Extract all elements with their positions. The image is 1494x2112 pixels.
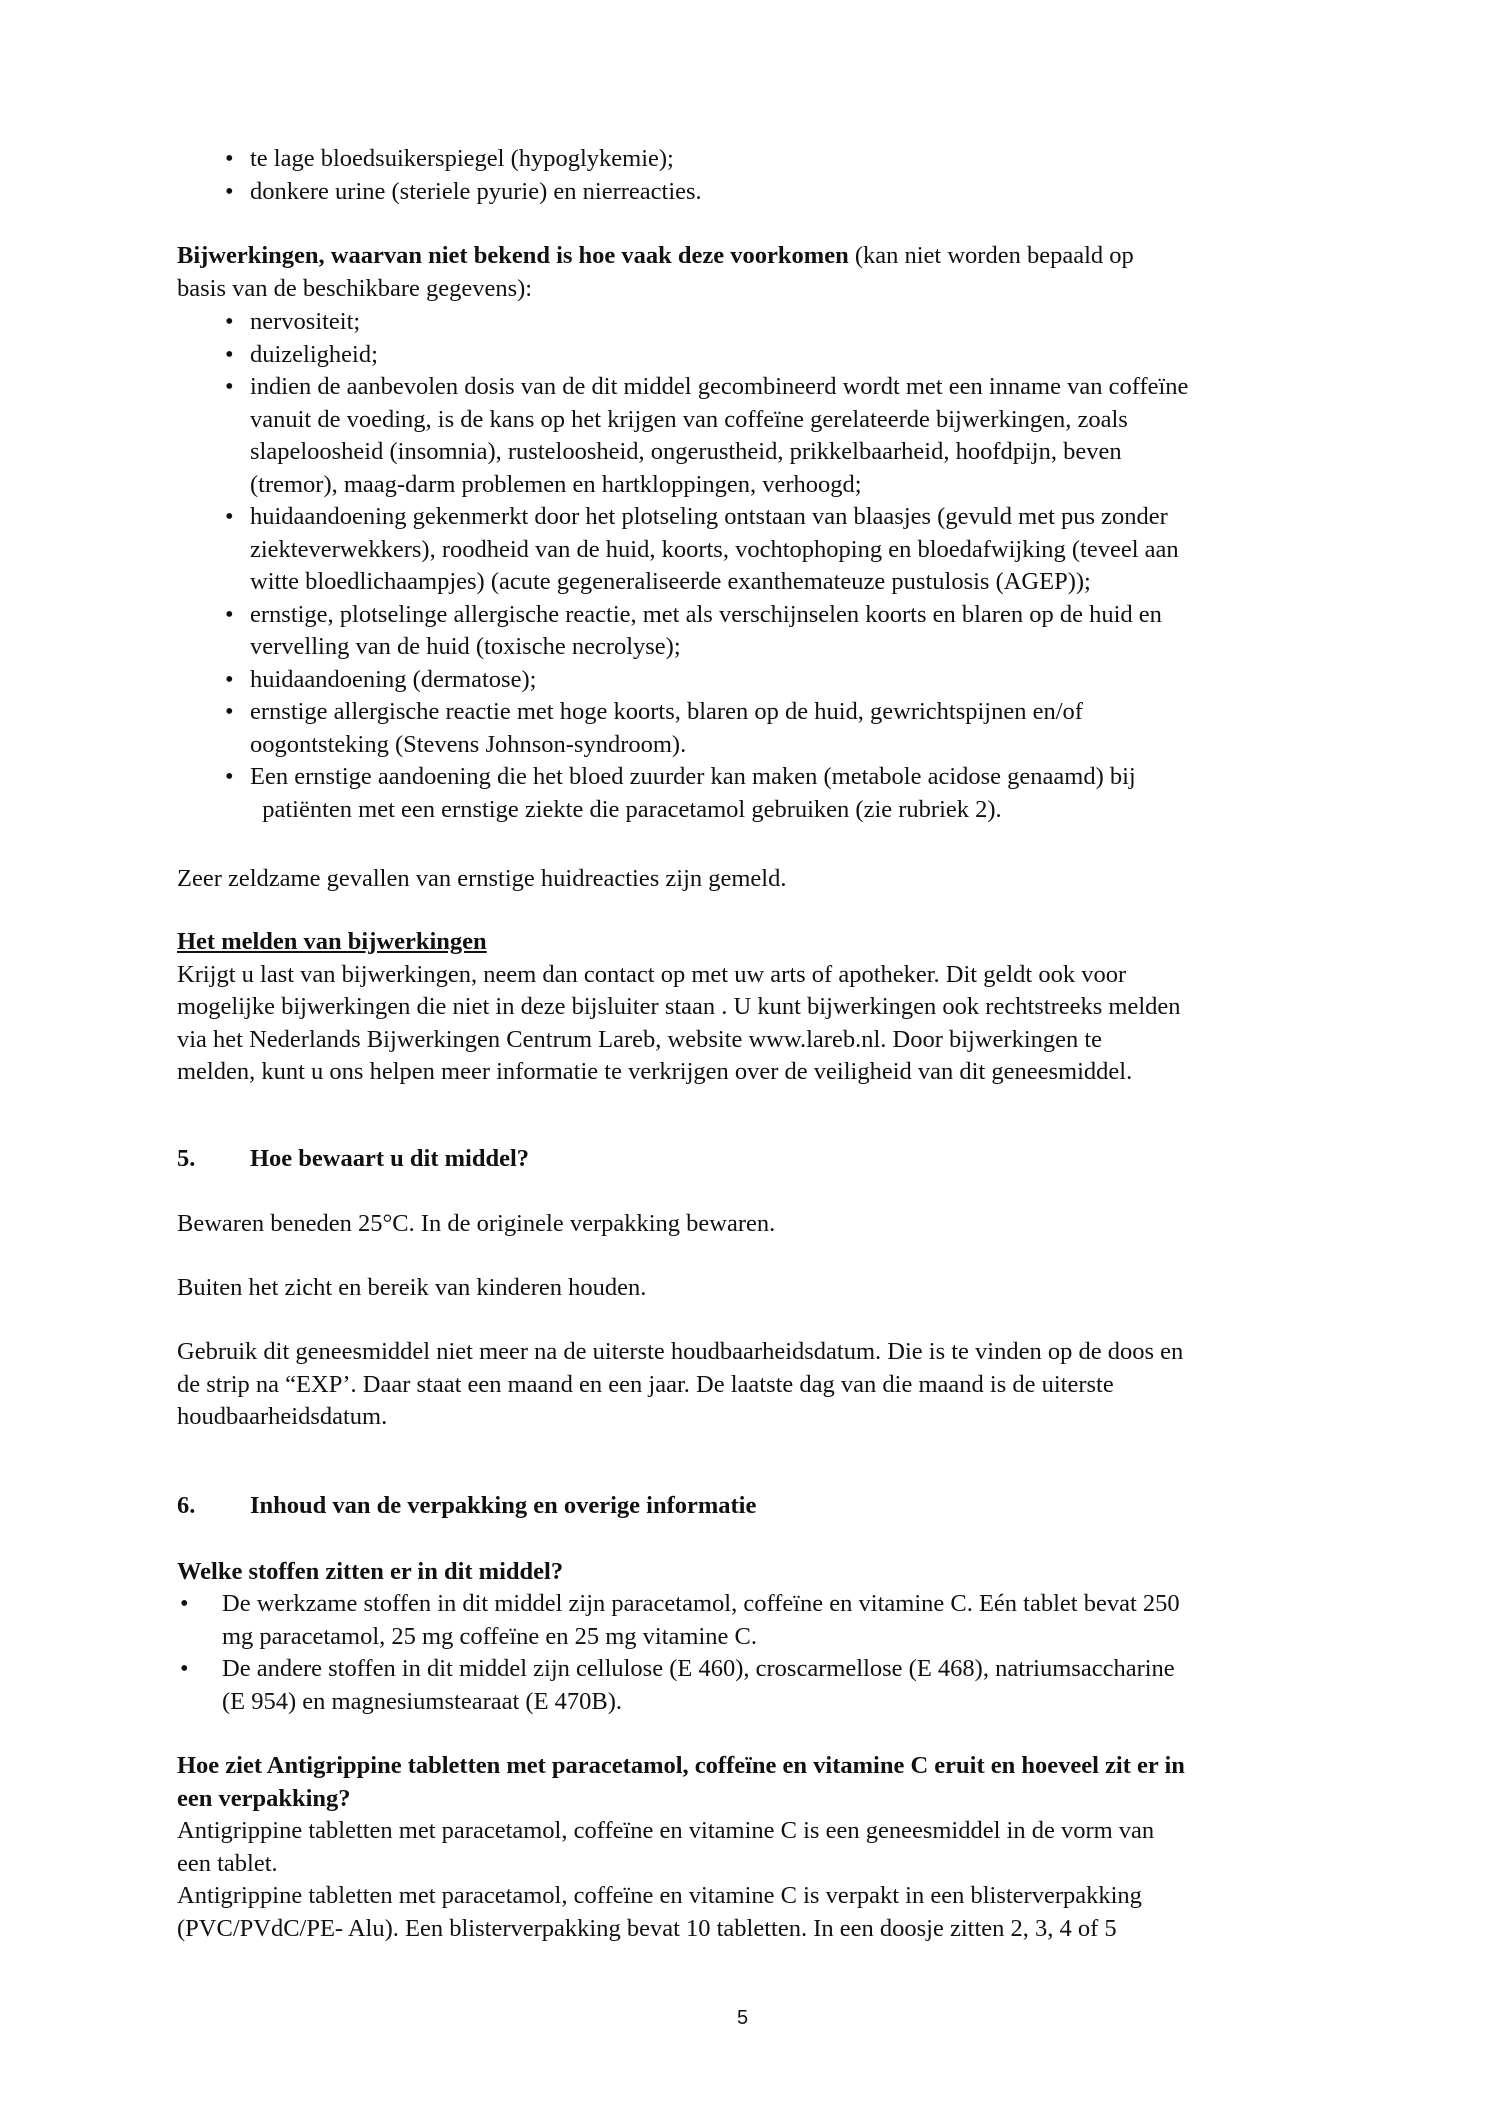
list-item: • ernstige allergische reactie met hoge koorts, blaren op de huid, gewrichtspijnen en/of oogontsteking (Stevens Johnson-syndroom). [250,696,1400,761]
list-item-line: duizeligheid; [250,340,378,368]
list-item: • huidaandoening (dermatose); [250,664,1400,697]
list-item-line: ziekteverwekkers), roodheid van de huid, koorts, vochtophoping en bloedafwijking (teveel aan [250,535,1179,563]
section6-sub2-line: Antigrippine tabletten met paracetamol, coffeïne en vitamine C is een geneesmiddel in de vorm van [177,1817,1155,1844]
list-item-line: (tremor), maag-darm problemen en hartkloppingen, verhoogd; [250,470,862,498]
list-item: • indien de aanbevolen dosis van de dit middel gecombineerd wordt met een inname van coffeïne vanuit de voeding, is de kans op het krijgen van coffeïne gerelateerde bijwerkingen, zoals slapeloosheid (insomnia), rusteloosheid, ongerustheid, prikkelbaarheid, hoofdpijn, beven (tremor), maag-darm problemen en hartkloppingen, verhoogd; [250,371,1400,501]
section5-title: Hoe bewaart u dit middel? [250,1145,530,1172]
list-item-line: huidaandoening gekenmerkt door het plotseling ontstaan van blaasjes (gevuld met pus zonder [250,503,1168,530]
unknown-frequency-heading [177,240,1377,305]
list-item: • nervositeit; [250,306,1400,339]
list-item-text: donkere urine (steriele pyurie) en nierreacties. [250,177,702,205]
list-item-text: te lage bloedsuikerspiegel (hypoglykemie); [250,145,674,172]
list-item-line: indien de aanbevolen dosis van de dit middel gecombineerd wordt met een inname van coffeïne [250,373,1189,400]
reporting-heading: Het melden van bijwerkingen [177,928,487,955]
rare-skin-reactions: Zeer zeldzame gevallen van ernstige huidreacties zijn gemeld. [177,865,787,892]
section5-p3-line: houdbaarheidsdatum. [177,1403,388,1430]
list-item-line: mg paracetamol, 25 mg coffeïne en 25 mg vitamine C. [222,1622,757,1650]
list-item-line: vervelling van de huid (toxische necrolyse); [250,633,681,660]
page-number: 5 [737,2007,749,2029]
section6-sub2-line: een tablet. [177,1849,278,1877]
list-item-line: (E 954) en magnesiumstearaat (E 470B). [222,1687,623,1715]
section6-sub2-heading-line: een verpakking? [177,1784,351,1812]
list-item-line: oogontsteking (Stevens Johnson-syndroom). [250,730,687,758]
list-item: • De andere stoffen in dit middel zijn cellulose (E 460), croscarmellose (E 468), natriumsaccharine (E 954) en magnesiumstearaat (E 470B). [222,1653,1372,1718]
section5-p1: Bewaren beneden 25°C. In de originele verpakking bewaren. [177,1210,776,1237]
section5-p3 [177,1336,1377,1434]
section5-heading [177,1143,530,1176]
section6-sub1-heading: Welke stoffen zitten er in dit middel? [177,1558,564,1585]
section6-sub2-heading-line: Hoe ziet Antigrippine tabletten met paracetamol, coffeïne en vitamine C eruit en hoeveel zit er in [177,1752,1185,1779]
list-item-line: De werkzame stoffen in dit middel zijn paracetamol, coffeïne en vitamine C. Eén tablet bevat 250 [222,1590,1180,1617]
list-item-line: slapeloosheid (insomnia), rusteloosheid, ongerustheid, prikkelbaarheid, hoofdpijn, beven [250,438,1122,465]
list-item: • huidaandoening gekenmerkt door het plotseling ontstaan van blaasjes (gevuld met pus zonder ziekteverwekkers), roodheid van de huid, koorts, vochtophoping en bloedafwijking (teveel aan witte bloedlichaampjes) (acute gegeneraliseerde exanthemateuze pustulosis (AGEP)); [250,501,1400,599]
section5-p2: Buiten het zicht en bereik van kinderen houden. [177,1274,647,1301]
reporting-line: via het Nederlands Bijwerkingen Centrum Lareb, website www.lareb.nl. Door bijwerkingen te [177,1025,1103,1053]
section5-p3-line: Gebruik dit geneesmiddel niet meer na de uiterste houdbaarheidsdatum. Die is te vinden op de doos en [177,1338,1184,1365]
list-item-line: De andere stoffen in dit middel zijn cellulose (E 460), croscarmellose (E 468), natriumsaccharine [222,1655,1175,1682]
unknown-frequency-heading-bold: Bijwerkingen, waarvan niet bekend is hoe vaak deze voorkomen [177,242,849,269]
list-item: • ernstige, plotselinge allergische reactie, met als verschijnselen koorts en blaren op de huid en vervelling van de huid (toxische necrolyse); [250,599,1400,664]
list-item-line: witte bloedlichaampjes) (acute gegeneraliseerde exanthemateuze pustulosis (AGEP)); [250,568,1091,595]
section6-heading [177,1490,757,1523]
section6-title: Inhoud van de verpakking en overige informatie [250,1492,757,1519]
list-item: • donkere urine (steriele pyurie) en nierreacties. [225,177,702,205]
reporting-line: mogelijke bijwerkingen die niet in deze bijsluiter staan . U kunt bijwerkingen ook rechtstreeks melden [177,993,1181,1020]
section6-sub2-line: (PVC/PVdC/PE- Alu). Een blisterverpakking bevat 10 tabletten. In een doosje zitten 2, 3, 4 of 5 [177,1914,1117,1942]
section6-sub2-line: Antigrippine tabletten met paracetamol, coffeïne en vitamine C is verpakt in een blisterverpakking [177,1882,1142,1909]
list-item-line: huidaandoening (dermatose); [250,665,537,693]
list-item: • Een ernstige aandoening die het bloed zuurder kan maken (metabole acidose genaamd) bij patiënten met een ernstige ziekte die paracetamol gebruiken (zie rubriek 2). [250,761,1400,826]
unknown-frequency-list [225,306,1400,826]
list-item-line: ernstige allergische reactie met hoge koorts, blaren op de huid, gewrichtspijnen en/of [250,698,1083,725]
list-item-line: patiënten met een ernstige ziekte die paracetamol gebruiken (zie rubriek 2). [250,795,1002,823]
list-item: • duizeligheid; [250,339,1400,372]
list-item-line: nervositeit; [250,308,361,335]
list-item: • te lage bloedsuikerspiegel (hypoglykemie); [225,145,674,172]
list-item: • De werkzame stoffen in dit middel zijn paracetamol, coffeïne en vitamine C. Eén tablet bevat 250 mg paracetamol, 25 mg coffeïne en 25 mg vitamine C. [222,1588,1372,1653]
list-item-line: Een ernstige aandoening die het bloed zuurder kan maken (metabole acidose genaamd) bij [250,763,1136,790]
list-item-line: ernstige, plotselinge allergische reactie, met als verschijnselen koorts en blaren op de huid en [250,600,1162,628]
section5-p3-line: de strip na “EXP’. Daar staat een maand en een jaar. De laatste dag van die maand is de uiterste [177,1370,1114,1398]
top-bullet-list [225,143,1350,208]
section6-sub2-heading [177,1750,1407,1815]
unknown-frequency-heading-line2: basis van de beschikbare gegevens): [177,274,533,302]
reporting-section [177,926,1377,1089]
unknown-frequency-heading-rest: (kan niet worden bepaald op [848,242,1134,269]
section5-number: 5. [177,1145,196,1172]
reporting-line: melden, kunt u ons helpen meer informatie te verkrijgen over de veiligheid van dit geneesmiddel. [177,1058,1133,1085]
section6-sub1-list [180,1588,1372,1718]
list-item-line: vanuit de voeding, is de kans op het krijgen van coffeïne gerelateerde bijwerkingen, zoals [250,405,1128,433]
reporting-line: Krijgt u last van bijwerkingen, neem dan contact op met uw arts of apotheker. Dit geldt ook voor [177,960,1127,988]
section6-number: 6. [177,1492,196,1519]
section6-sub2-body [177,1815,1407,1945]
